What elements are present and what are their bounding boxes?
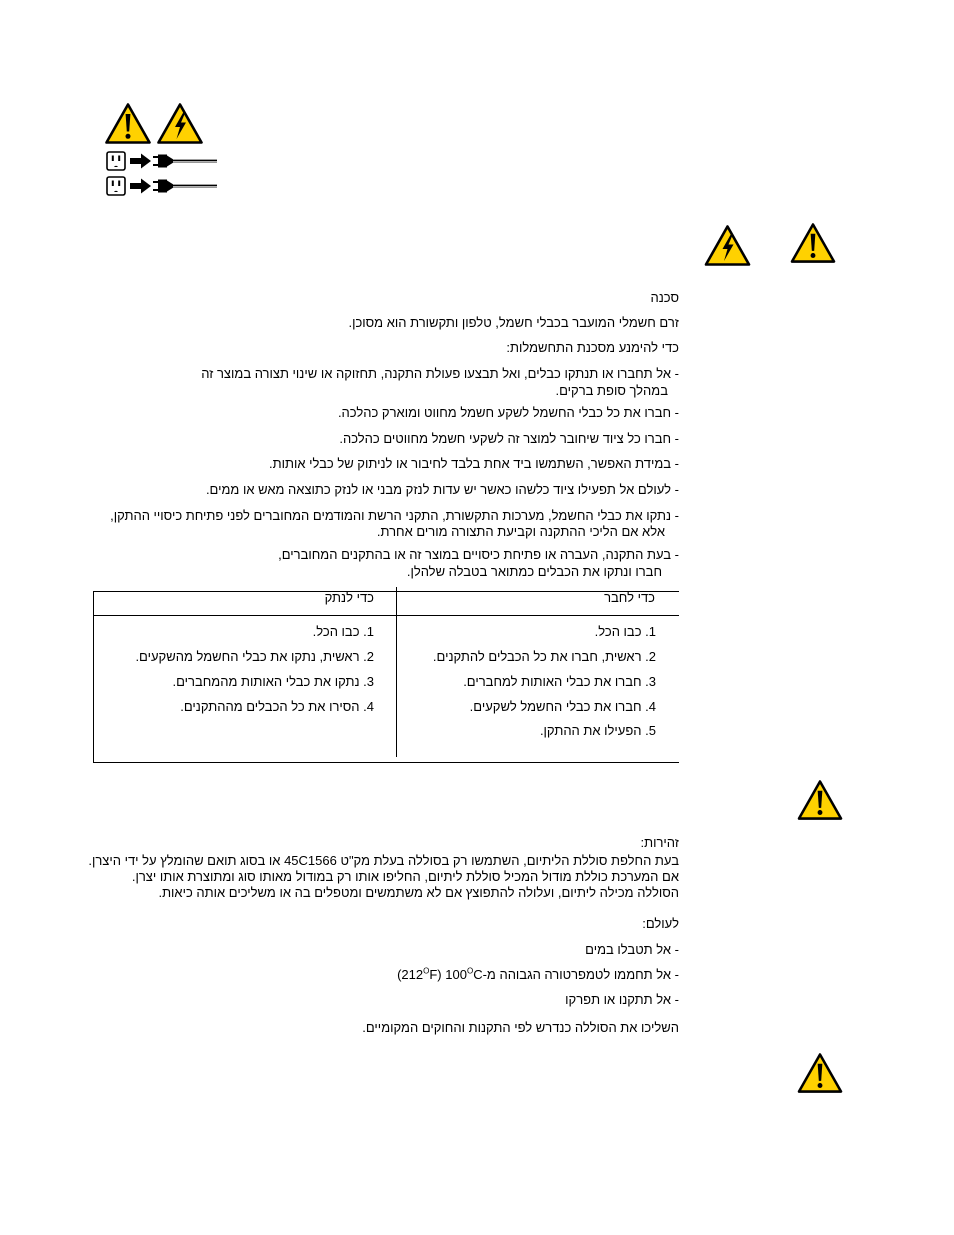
danger-lead: כדי להימנע מסכנת התחשמלות:: [506, 340, 679, 355]
disconnect-step: 2. ראשית, נתקו את כבלי החשמל מהשקעים.: [135, 649, 374, 664]
connect-step: 5. הפעילו את ההתקן.: [539, 723, 656, 738]
caution-icon: [790, 222, 836, 264]
danger-title: סכנה: [650, 290, 679, 305]
battery-disposal: השליכו את הסוללה כנדרש לפי התקנות והחוקים המקומיים.: [362, 1020, 679, 1035]
unplug-row-1: [106, 151, 218, 171]
celsius-limit: $100^OC$: [445, 966, 483, 982]
connect-step: 2. ראשית, חברו את כל הכבלים להתקנים.: [432, 649, 656, 664]
battery-caution-title: זהירות:: [640, 835, 679, 850]
danger-item-lightning: - אל תחברו או תנתקו כבלים, ואל תבצעו פעולת התקנה, תחזוקה או שינוי תצורה במוצר זה: [201, 366, 679, 381]
danger-item-grounded-outlet: - חברו את כל כבלי החשמל לשקע חשמל מחווט ומוארק כהלכה.: [337, 405, 679, 420]
table-header-connect: כדי לחבר: [604, 590, 655, 605]
power-plug-icon: [153, 155, 217, 168]
danger-item-one-hand: - במידת האפשר, השתמשו ביד אחת בלבד לחיבור או לניתוק של כבלי אותות.: [269, 456, 679, 471]
heat-text: - אל תחממו לטמפרטורה הגבוהה מ-: [482, 967, 679, 982]
table-column-divider: [396, 587, 397, 757]
never-label: לעולם:: [642, 916, 679, 931]
danger-intro: זרם חשמלי המועבר בכבלי חשמל, טלפון ותקשורת הוא מסוכן.: [348, 315, 679, 330]
danger-item-disconnect-cont: אלא אם הליכי ההתקנה וקביעת התצורה מורים אחרת.: [376, 524, 665, 539]
battery-line-module: אם המערכת כוללת מודול המכיל סוללת ליתיום, החליפו אותו רק במודול מאותו סוג ומתוצרת אותו יצרן.: [131, 869, 679, 884]
table-bottom-rule: [93, 762, 679, 763]
fahrenheit-limit: $(212^OF)$: [397, 966, 442, 982]
connect-step: 3. חברו את כבלי האותות למחברים.: [463, 674, 656, 689]
table-header-rule: [93, 615, 679, 616]
danger-item-damage: - לעולם אל תפעילו ציוד כלשהו כאשר יש עדות לנזק מבני או לנזק כתוצאה מאש או ממים.: [205, 482, 679, 497]
battery-line-explosion: הסוללה מכילה ליתיום, ועלולה להתפוצץ אם לא משתמשים ומטפלים בה או משליכים אותה כיאות.: [158, 885, 679, 900]
never-item-repair: - אל תתקנו או תפרקו: [565, 992, 679, 1007]
table-header-disconnect: כדי לנתק: [324, 590, 374, 605]
table-left-rule: [93, 591, 94, 763]
danger-item-install-cont: חברו ונתקו את הכבלים כמתואר בטבלה שלהלן.: [406, 564, 662, 579]
danger-item-disconnect: - נתקו את כבלי החשמל, מערכות התקשורת, התקני הרשת והמודמים המחוברים לפני פתיחת כיסויי ההתקן,: [110, 508, 679, 523]
never-item-immerse: - אל תטבלו במים: [585, 942, 679, 957]
danger-item-lightning-cont: במהלך סופת ברקים.: [555, 383, 668, 398]
electrical-hazard-icon: [704, 224, 751, 267]
danger-item-install: - בעת התקנה, העברה או פתיחת כיסויים במוצר זה או בהתקנים המחוברים,: [278, 547, 679, 562]
unplug-row-2: [106, 176, 218, 196]
power-plug-icon: [153, 180, 217, 193]
caution-icon: [797, 1052, 843, 1094]
disconnect-step: 3. נתקו את כבלי האותות מהמחברים.: [172, 674, 374, 689]
arrow-right-icon: [130, 154, 151, 169]
outlet-icon: [107, 177, 125, 195]
connect-step: 4. חברו את כבלי החשמל לשקעים.: [469, 699, 656, 714]
battery-line-part-number: בעת החלפת סוללת הליתיום, השתמשו רק בסוללה בעלת מק"ט 45C1566 או בסוג תואם שהומלץ על ידי היצרן.: [88, 853, 679, 868]
caution-icon: [797, 779, 843, 821]
never-item-heat: [397, 967, 679, 983]
table-top-rule: [93, 591, 679, 592]
connect-step: 1. כבו הכל.: [594, 624, 656, 639]
disconnect-step: 4. הסירו את כל הכבלים מההתקנים.: [180, 699, 374, 714]
arrow-right-icon: [130, 179, 151, 194]
danger-item-wired-outlets: - חברו כל ציוד שיחובר למוצר זה לשקעי חשמל מחווטים כהלכה.: [339, 431, 679, 446]
caution-icon: [105, 102, 151, 145]
disconnect-step: 1. כבו הכל.: [312, 624, 374, 639]
electrical-hazard-icon: [157, 102, 203, 145]
outlet-icon: [107, 152, 125, 170]
